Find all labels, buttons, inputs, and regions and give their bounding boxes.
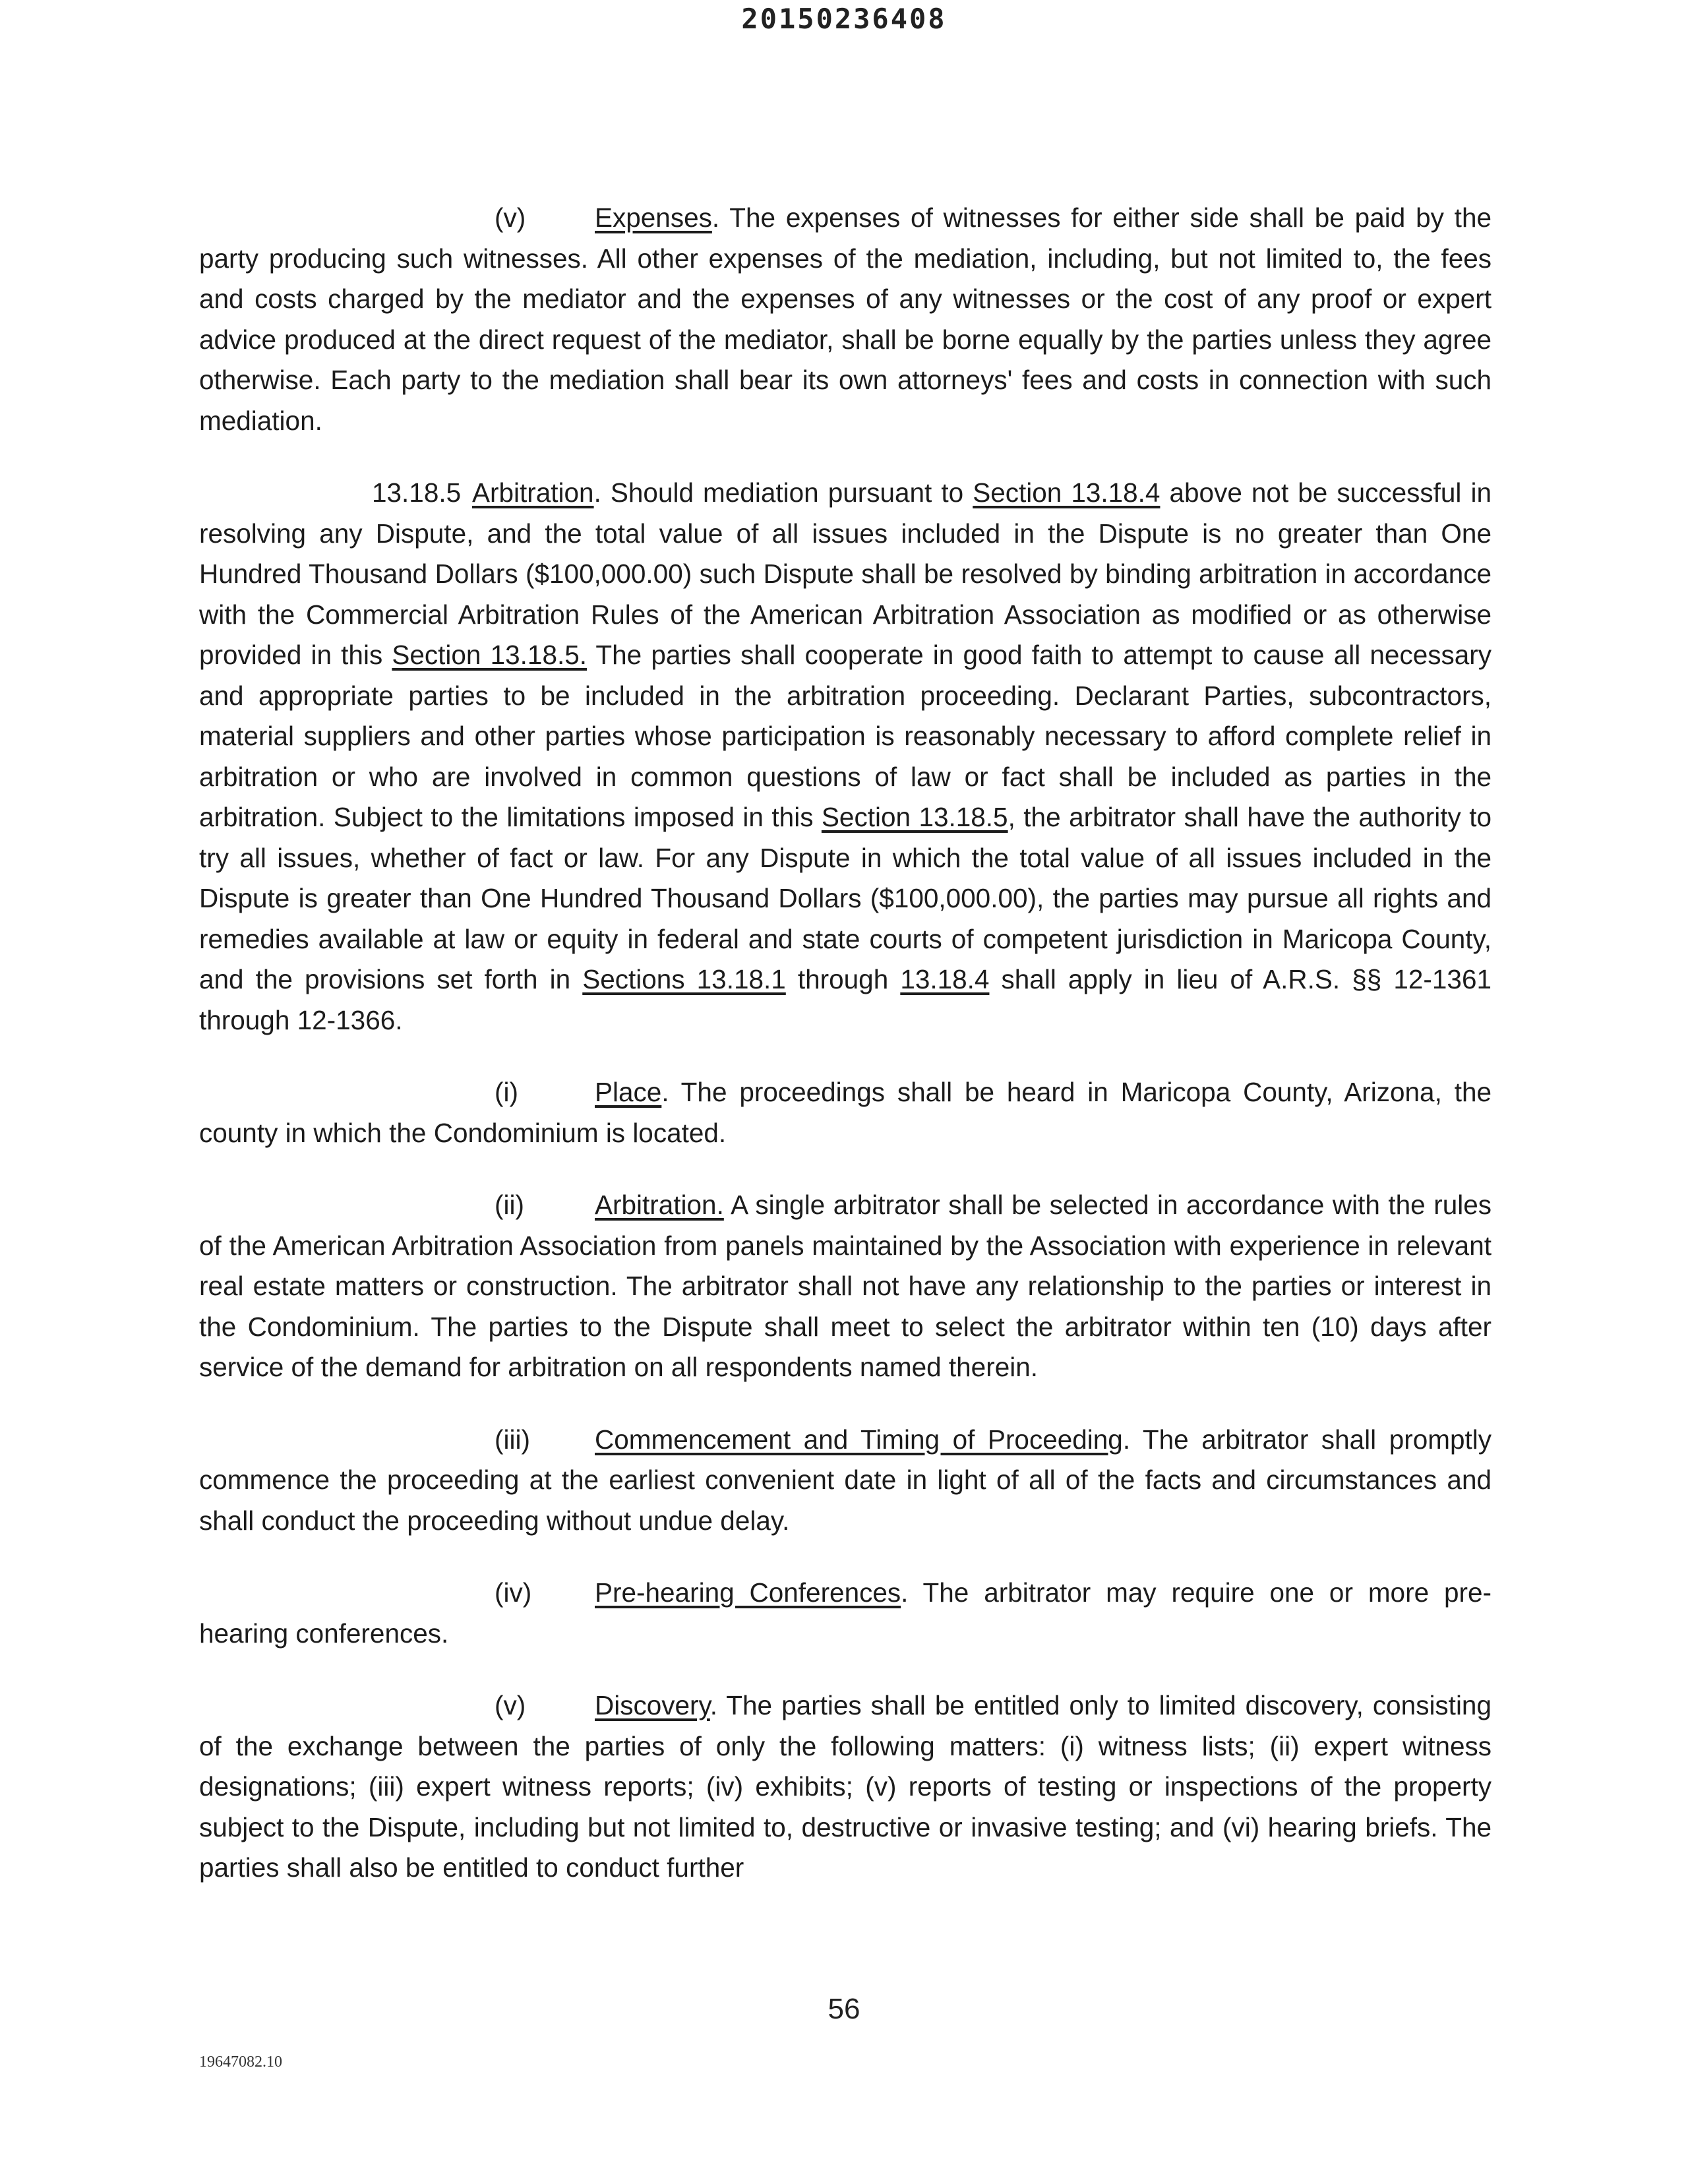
item-heading: Discovery <box>595 1690 710 1720</box>
item-text: . The proceedings shall be heard in Maricopa County, Arizona, the county in which the Condominium is located. <box>199 1077 1492 1148</box>
section-number: 13.18.5 <box>372 477 462 508</box>
section-text: through <box>785 964 901 994</box>
section-heading: Arbitration <box>472 477 594 508</box>
item-number: (v) <box>495 202 526 233</box>
section-reference: Section 13.18.5. <box>392 640 587 670</box>
section-text: shall apply in lieu of A.R.S. §§ 12-1361 through 12-1366. <box>199 964 1492 1035</box>
paragraph-discovery <box>199 1685 1492 1889</box>
paragraph-prehearing <box>199 1573 1492 1654</box>
item-text: A single arbitrator shall be selected in accordance with the rules of the American Arbitration Association from panels maintained by the Association with experience in relevant real estate matters or construction. The arbitrator shall not have any relationship to the parties or interest in the Condominium. The parties to the Dispute shall meet to select the arbitrator within ten (10) days after service of the demand for arbitration on all respondents named therein. <box>199 1190 1492 1382</box>
item-number: (v) <box>495 1690 526 1720</box>
item-heading: Place <box>595 1077 662 1107</box>
paragraph-expenses <box>199 198 1492 441</box>
section-text: above not be successful in resolving any Dispute, and the total value of all issues included in the Dispute is no greater than One Hundred Thousand Dollars ($100,000.00) such Dispute shall be resolved by binding arbitration in accordance with the Commercial Arbitration Rules of the American Arbitration Association as modified or as otherwise provided in this <box>199 477 1492 670</box>
item-number: (iv) <box>495 1577 532 1608</box>
item-text: . The expenses of witnesses for either side shall be paid by the party producing such witnesses. All other expenses of the mediation, including, but not limited to, the fees and costs charged by the mediator and the expenses of any witnesses or the cost of any proof or expert advice produced at the direct request of the mediator, shall be borne equally by the parties unless they agree otherwise. Each party to the mediation shall bear its own attorneys' fees and costs in connection with such mediation. <box>199 202 1492 436</box>
recording-number: 20150236408 <box>741 3 947 35</box>
item-heading: Expenses <box>595 202 712 233</box>
section-text: . Should mediation pursuant to <box>593 477 973 508</box>
document-body <box>199 198 1492 1920</box>
item-number: (i) <box>495 1077 518 1107</box>
section-reference: Section 13.18.4 <box>973 477 1160 508</box>
section-text: The parties shall cooperate in good faith to attempt to cause all necessary and appropriate parties to be included in the arbitration proceeding. Declarant Parties, subcontractors, material suppliers and other parties whose participation is reasonably necessary to afford complete relief in arbitration or who are involved in common questions of law or fact shall be included as parties in the arbitration. Subject to the limitations imposed in this <box>199 640 1492 832</box>
item-heading: Commencement and Timing of Proceeding <box>595 1424 1123 1455</box>
paragraph-place <box>199 1072 1492 1153</box>
page-number: 56 <box>828 1993 860 2025</box>
section-reference: Section 13.18.5 <box>821 802 1008 832</box>
paragraph-arbitrator <box>199 1185 1492 1388</box>
paragraph-commencement <box>199 1420 1492 1542</box>
document-id: 19647082.10 <box>199 2053 282 2071</box>
item-number: (ii) <box>495 1190 524 1220</box>
item-heading: Arbitration. <box>595 1190 724 1220</box>
item-heading: Pre-hearing Conferences <box>595 1577 901 1608</box>
section-text: , the arbitrator shall have the authority to try all issues, whether of fact or law. For any Dispute in which the total value of all issues included in the Dispute is greater than One Hundred Thousand Dollars ($100,000.00), the parties may pursue all rights and remedies available at law or equity in federal and state courts of competent jurisdiction in Maricopa County, and the provisions set forth in <box>199 802 1492 994</box>
item-text: . The parties shall be entitled only to limited discovery, consisting of the exchange between the parties of only the following matters: (i) witness lists; (ii) expert witness designations; (iii) expert witness reports; (iv) exhibits; (v) reports of testing or inspections of the property subject to the Dispute, including but not limited to, destructive or invasive testing; and (vi) hearing briefs. The parties shall also be entitled to conduct further <box>199 1690 1492 1883</box>
item-number: (iii) <box>495 1424 530 1455</box>
section-reference: 13.18.4 <box>900 964 990 994</box>
item-text: . The arbitrator may require one or more pre-hearing conferences. <box>199 1577 1492 1649</box>
paragraph-arbitration-section <box>199 473 1492 1041</box>
item-text: . The arbitrator shall promptly commence the proceeding at the earliest convenient date in light of all of the facts and circumstances and shall conduct the proceeding without undue delay. <box>199 1424 1492 1536</box>
section-reference: Sections 13.18.1 <box>582 964 786 994</box>
